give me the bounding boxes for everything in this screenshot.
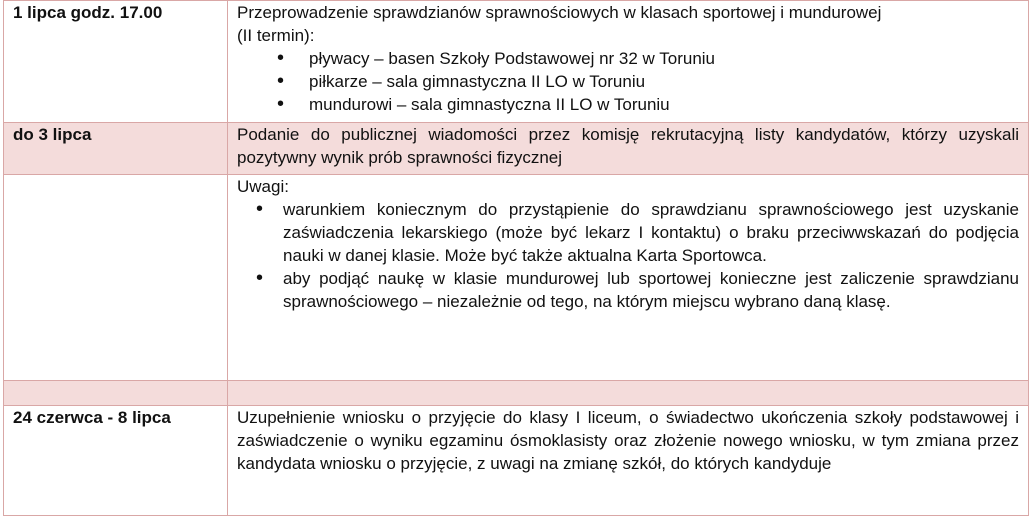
recruitment-schedule-table (3, 0, 1029, 516)
description-cell: Uzupełnienie wniosku o przyjęcie do klasy I liceum, o świadectwo ukończenia szkoły podstawowej i zaświadczenie o wyniku egzaminu ósmoklasisty oraz złożenie nowego wniosku, w tym zmiana przez kandydata wniosku o przyjęcie, z uwagi na zmianę szkół, do których kandyduje (228, 406, 1029, 516)
date-cell (4, 175, 228, 381)
list-item: • piłkarze – sala gimnastyczna II LO w Toruniu (237, 70, 1019, 93)
table-row (4, 1, 1029, 123)
list-item: • warunkiem koniecznym do przystąpienie do sprawdzianu sprawnościowego jest uzyskanie zaświadczenia lekarskiego (może być lekarz I kontaktu) o braku przeciwwskazań do podjęcia nauki w danej klasie. Może być także aktualna Karta Sportowca. (237, 198, 1019, 267)
list-item: • mundurowi – sala gimnastyczna II LO w Toruniu (237, 93, 1019, 116)
bullet-list (237, 47, 1019, 116)
list-item: • aby podjąć naukę w klasie mundurowej lub sportowej konieczne jest zaliczenie sprawdzianu sprawnościowego – niezależnie od tego, na którym miejscu wybrano daną klasę. (237, 267, 1019, 313)
table-row (4, 123, 1029, 175)
description-cell (228, 1, 1029, 123)
date-cell: do 3 lipca (4, 123, 228, 175)
row-text: Przeprowadzenie sprawdzianów sprawnościowych w klasach sportowej i mundurowej (237, 3, 882, 22)
list-item: • pływacy – basen Szkoły Podstawowej nr 32 w Toruniu (237, 47, 1019, 70)
date-cell: 1 lipca godz. 17.00 (4, 1, 228, 123)
description-cell (228, 381, 1029, 406)
date-cell (4, 381, 228, 406)
notes-list (237, 198, 1019, 313)
description-cell (228, 175, 1029, 381)
notes-heading: Uwagi: (237, 177, 289, 196)
table-row (4, 175, 1029, 381)
date-cell: 24 czerwca - 8 lipca (4, 406, 228, 516)
description-cell: Podanie do publicznej wiadomości przez komisję rekrutacyjną listy kandydatów, którzy uzyskali pozytywny wynik prób sprawności fizycznej (228, 123, 1029, 175)
table-row-empty (4, 381, 1029, 406)
table-row (4, 406, 1029, 516)
row-subtext: (II termin): (237, 26, 315, 45)
